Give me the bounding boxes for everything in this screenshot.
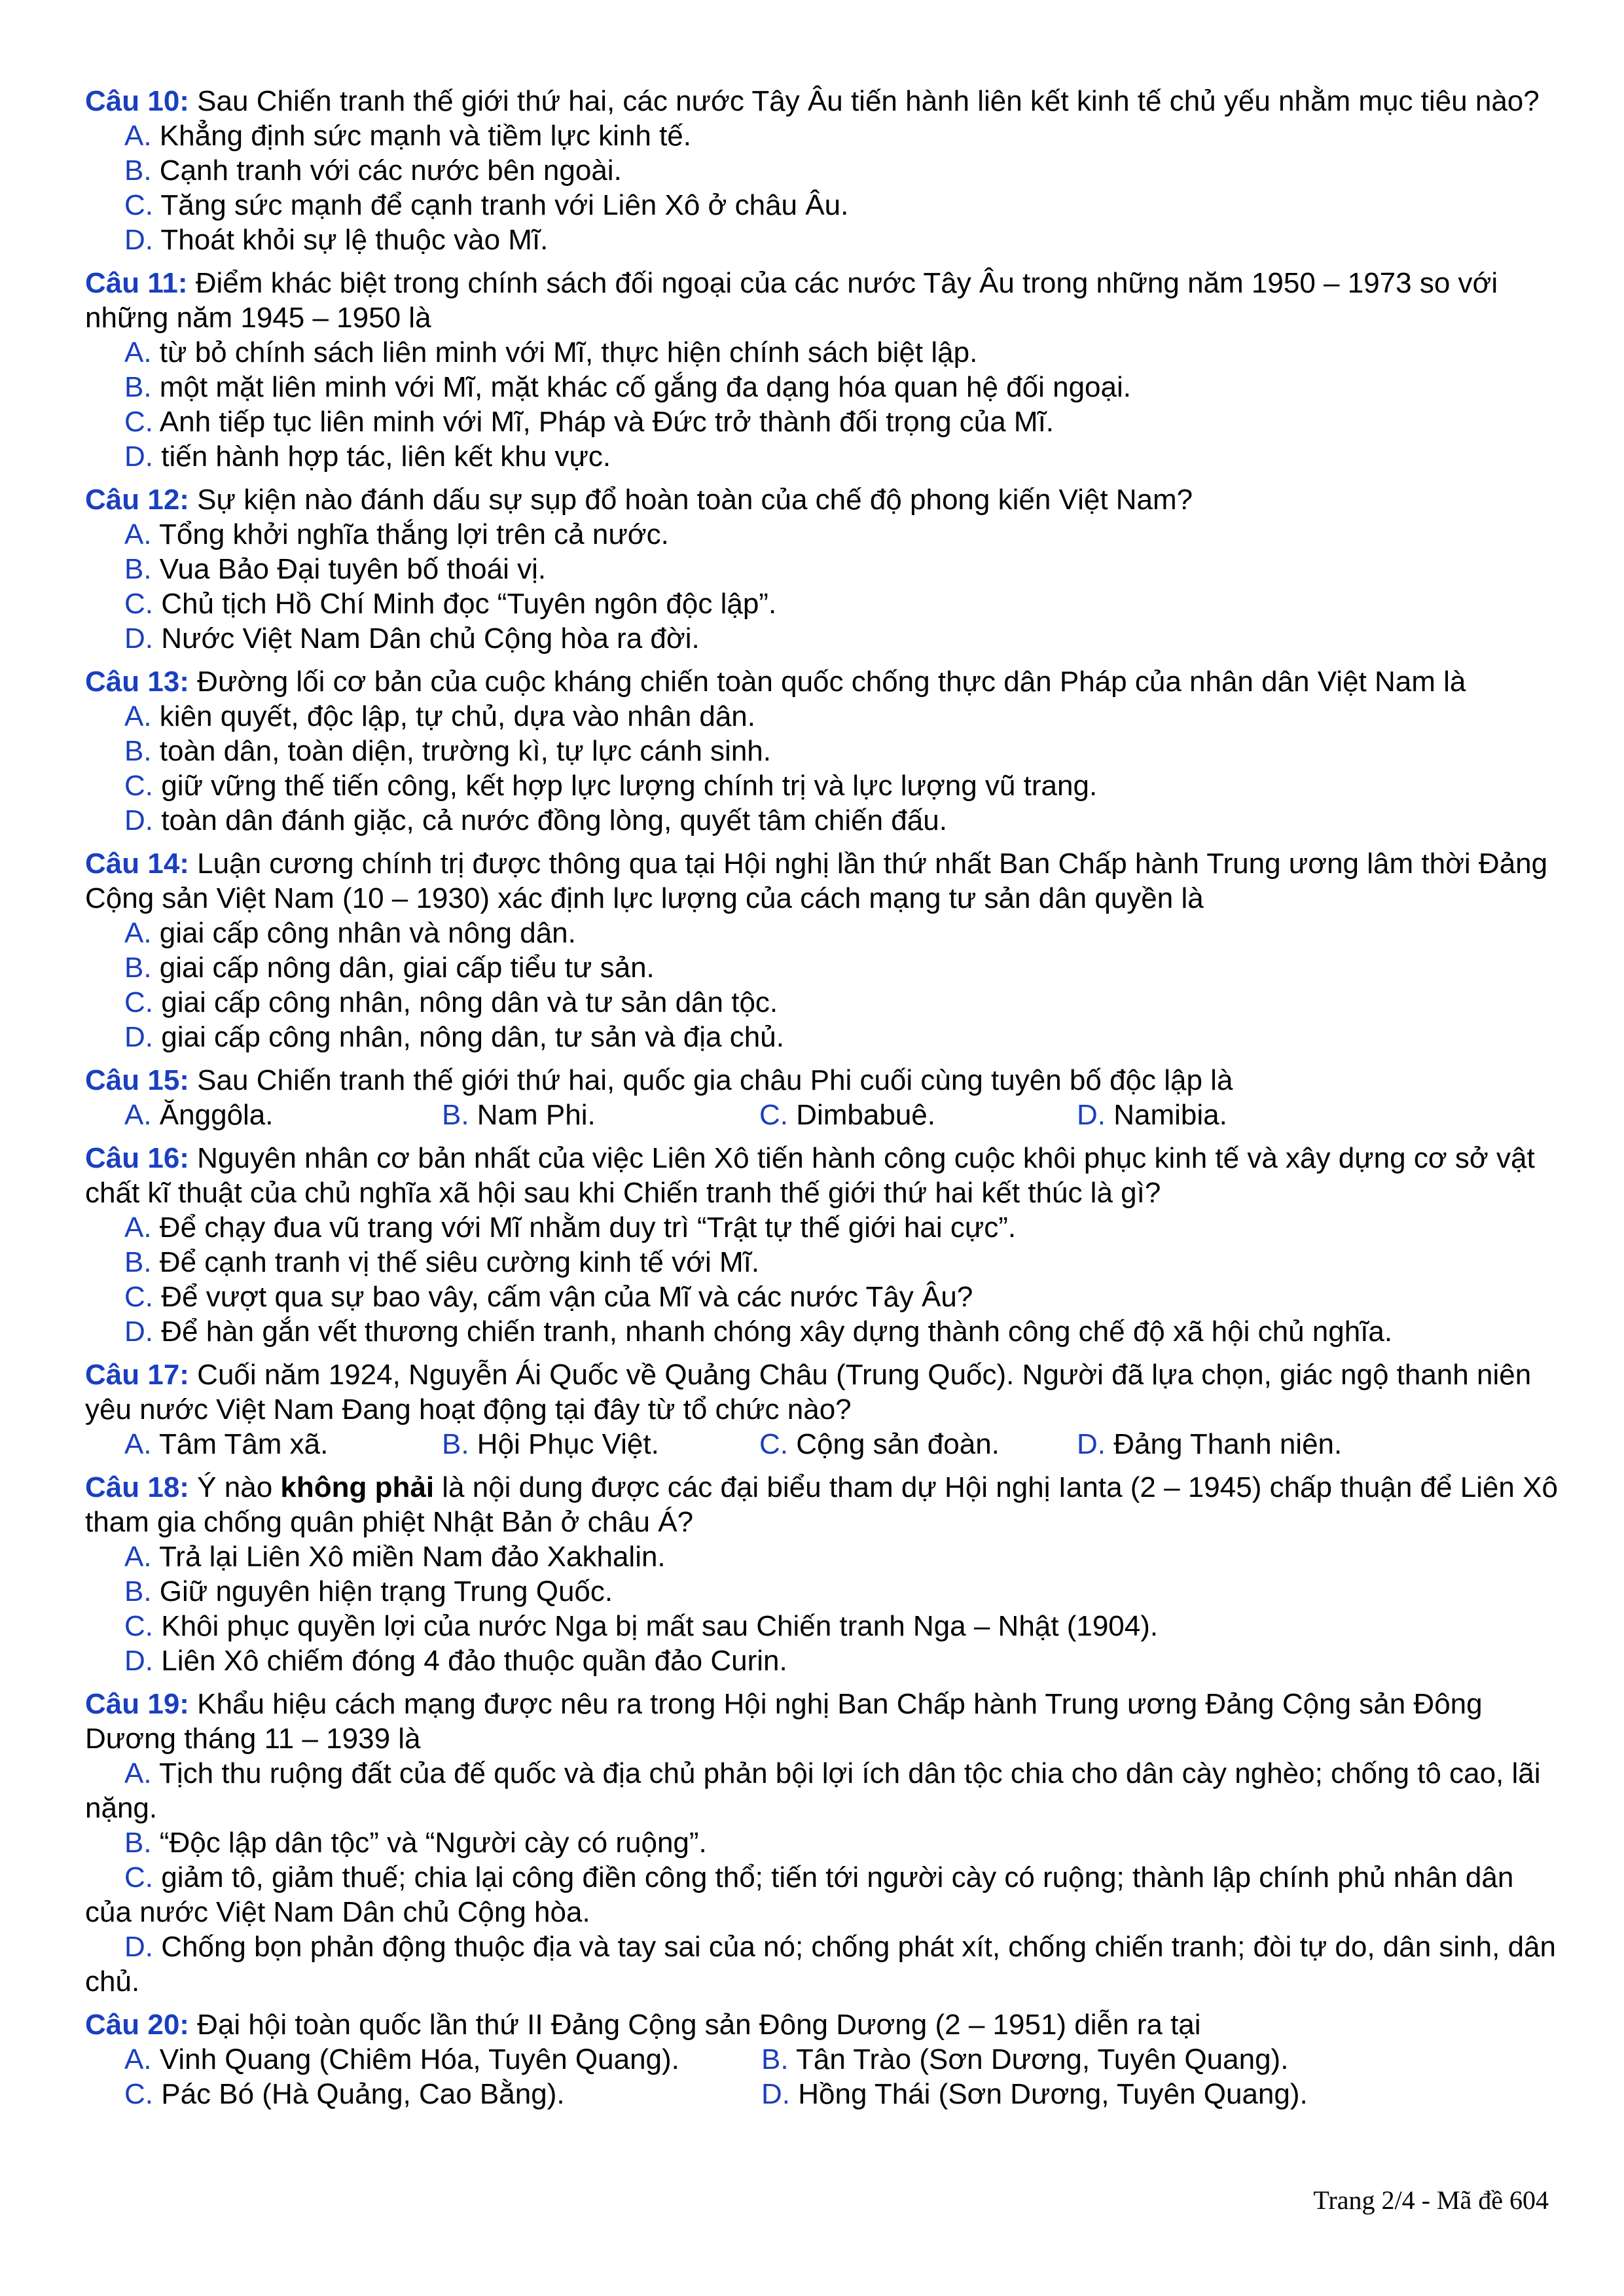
option-a	[85, 916, 1558, 950]
option-letter: A.	[124, 700, 152, 732]
option-letter: B.	[124, 1827, 152, 1859]
page-footer: Trang 2/4 - Mã đề 604	[1313, 2185, 1549, 2215]
question-label: Câu 13:	[85, 666, 189, 698]
option-letter: C.	[124, 189, 153, 221]
option-letter: B.	[124, 553, 152, 585]
option-a	[124, 1427, 442, 1462]
option-text: Để chạy đua vũ trang với Mĩ nhằm duy trì “Trật tự thế giới hai cực”.	[151, 1211, 1017, 1244]
question-label: Câu 12:	[85, 484, 189, 516]
option-c	[85, 188, 1558, 223]
question-text: Nguyên nhân cơ bản nhất của việc Liên Xô tiến hành công cuộc khôi phục kinh tế và xây dựng cơ sở vật chất kĩ thuật của chủ nghĩa xã hội sau khi Chiến tranh thế giới thứ hai kết thúc là gì?	[85, 1142, 1535, 1209]
option-text: “Độc lập dân tộc” và “Người cày có ruộng”.	[151, 1827, 707, 1859]
options-row	[85, 2077, 1558, 2111]
option-letter: A.	[124, 120, 152, 152]
option-text: giảm tô, giảm thuế; chia lại công điền công thổ; tiến tới người cày có ruộng; thành lập chính phủ nhân dân của nước Việt Nam Dân chủ Cộng hòa.	[85, 1861, 1514, 1928]
option-letter: C.	[124, 986, 153, 1018]
option-d	[1077, 1098, 1227, 1132]
options-row	[85, 1427, 1558, 1462]
question-14	[85, 846, 1558, 1054]
option-letter: B.	[442, 1099, 469, 1131]
question-stem	[85, 1141, 1558, 1210]
question-label: Câu 19:	[85, 1688, 189, 1720]
option-b	[442, 1098, 759, 1132]
question-text-post: là nội dung được các đại biểu tham dự Hội nghị Ianta (2 – 1945) chấp thuận để Liên Xô tham gia chống quân phiệt Nhật Bản ở châu Á?	[85, 1471, 1558, 1538]
option-text: Chủ tịch Hồ Chí Minh đọc “Tuyên ngôn độc lập”.	[153, 588, 777, 620]
question-text: Sự kiện nào đánh dấu sự sụp đổ hoàn toàn của chế độ phong kiến Việt Nam?	[189, 484, 1193, 516]
question-text: Đường lối cơ bản của cuộc kháng chiến toàn quốc chống thực dân Pháp của nhân dân Việt Nam là	[189, 666, 1466, 698]
option-letter: B.	[761, 2043, 789, 2075]
question-text: Đại hội toàn quốc lần thứ II Đảng Cộng sản Đông Dương (2 – 1951) diễn ra tại	[189, 2009, 1201, 2041]
option-d	[85, 1314, 1558, 1349]
option-text: kiên quyết, độc lập, tự chủ, dựa vào nhân dân.	[151, 700, 755, 732]
question-stem	[85, 1470, 1558, 1539]
option-letter: D.	[124, 1645, 153, 1677]
question-label: Câu 17:	[85, 1359, 189, 1391]
option-letter: A.	[124, 1757, 152, 1789]
option-letter: D.	[124, 224, 153, 256]
question-stem	[85, 482, 1558, 517]
option-a	[124, 1098, 442, 1132]
option-text: Cạnh tranh với các nước bên ngoài.	[151, 154, 622, 187]
option-letter: B.	[124, 1575, 152, 1607]
option-letter: A.	[124, 1099, 152, 1131]
option-text: Namibia.	[1106, 1099, 1227, 1131]
question-text: Điểm khác biệt trong chính sách đối ngoại của các nước Tây Âu trong những năm 1950 – 1973 so với những năm 1945 – 1950 là	[85, 267, 1498, 334]
option-b	[85, 1825, 1558, 1860]
option-d	[761, 2077, 1308, 2111]
option-letter: C.	[124, 406, 153, 438]
option-c	[85, 1280, 1558, 1314]
option-text: Anh tiếp tục liên minh với Mĩ, Pháp và Đức trở thành đối trọng của Mĩ.	[153, 406, 1055, 438]
option-text: Giữ nguyên hiện trạng Trung Quốc.	[151, 1575, 613, 1607]
option-text: Để vượt qua sự bao vây, cấm vận của Mĩ và các nước Tây Âu?	[153, 1281, 973, 1313]
option-d	[85, 223, 1558, 257]
question-text: Cuối năm 1924, Nguyễn Ái Quốc về Quảng Châu (Trung Quốc). Người đã lựa chọn, giác ngộ thanh niên yêu nước Việt Nam Đang hoạt động tại đây từ tổ chức nào?	[85, 1359, 1532, 1426]
question-label: Câu 11:	[85, 267, 188, 299]
option-a	[85, 1539, 1558, 1574]
option-c	[85, 586, 1558, 621]
option-letter: D.	[124, 1316, 153, 1348]
option-letter: B.	[124, 735, 152, 767]
option-c	[85, 404, 1558, 439]
question-17	[85, 1357, 1558, 1462]
option-letter: D.	[124, 440, 153, 473]
question-13	[85, 664, 1558, 838]
question-19	[85, 1687, 1558, 1999]
options-row	[85, 1098, 1558, 1132]
options-row	[85, 2042, 1558, 2077]
question-20	[85, 2007, 1558, 2111]
option-letter: C.	[124, 1861, 153, 1893]
option-letter: C.	[124, 1610, 153, 1642]
option-text: toàn dân, toàn diện, trường kì, tự lực cánh sinh.	[151, 735, 771, 767]
option-b	[85, 1245, 1558, 1280]
option-text: Trả lại Liên Xô miền Nam đảo Xakhalin.	[151, 1541, 666, 1573]
option-letter: C.	[124, 770, 153, 802]
option-a	[85, 1210, 1558, 1245]
option-letter: D.	[761, 2078, 790, 2110]
option-letter: C.	[124, 1281, 153, 1313]
option-c	[759, 1098, 1077, 1132]
option-d	[85, 1020, 1558, 1054]
question-18	[85, 1470, 1558, 1678]
question-stem	[85, 664, 1558, 699]
option-letter: D.	[124, 1931, 153, 1963]
option-c	[85, 768, 1558, 803]
question-text: Sau Chiến tranh thế giới thứ hai, quốc gia châu Phi cuối cùng tuyên bố độc lập là	[189, 1064, 1233, 1096]
option-c	[759, 1427, 1077, 1462]
option-b	[85, 153, 1558, 188]
option-text: Hội Phục Việt.	[469, 1428, 659, 1460]
option-text: Khôi phục quyền lợi của nước Nga bị mất sau Chiến tranh Nga – Nhật (1904).	[153, 1610, 1159, 1642]
question-label: Câu 20:	[85, 2009, 189, 2041]
option-text: Khẳng định sức mạnh và tiềm lực kinh tế.	[151, 120, 691, 152]
question-11	[85, 266, 1558, 474]
option-b	[85, 552, 1558, 586]
option-a	[85, 699, 1558, 734]
option-a	[124, 2042, 761, 2077]
option-a	[85, 335, 1558, 370]
option-d	[85, 439, 1558, 474]
option-letter: C.	[124, 2078, 153, 2110]
option-letter: A.	[124, 1541, 152, 1573]
option-text: giai cấp nông dân, giai cấp tiểu tư sản.	[151, 952, 655, 984]
exam-page	[85, 84, 1558, 2120]
option-letter: D.	[1077, 1099, 1106, 1131]
option-text: Nam Phi.	[469, 1099, 596, 1131]
option-text: Tịch thu ruộng đất của đế quốc và địa chủ phản bội lợi ích dân tộc chia cho dân cày nghèo; chống tô cao, lãi nặng.	[85, 1757, 1541, 1824]
option-text: Pác Bó (Hà Quảng, Cao Bằng).	[153, 2078, 565, 2110]
option-b	[442, 1427, 759, 1462]
question-text-pre: Ý nào	[189, 1471, 281, 1503]
option-text: giai cấp công nhân, nông dân, tư sản và địa chủ.	[153, 1021, 784, 1053]
question-10	[85, 84, 1558, 257]
question-15	[85, 1063, 1558, 1132]
option-letter: A.	[124, 336, 152, 368]
option-letter: D.	[124, 804, 153, 836]
question-stem	[85, 1063, 1558, 1098]
option-text: Liên Xô chiếm đóng 4 đảo thuộc quần đảo Curin.	[153, 1645, 787, 1677]
option-letter: D.	[1077, 1428, 1106, 1460]
question-stem	[85, 2007, 1558, 2042]
option-text: Cộng sản đoàn.	[788, 1428, 1000, 1460]
question-16	[85, 1141, 1558, 1349]
option-c	[85, 1609, 1558, 1643]
option-b	[85, 734, 1558, 768]
option-text: Ănggôla.	[151, 1099, 274, 1131]
question-stem	[85, 846, 1558, 916]
option-letter: B.	[124, 371, 152, 403]
option-letter: B.	[124, 952, 152, 984]
question-label: Câu 16:	[85, 1142, 189, 1174]
option-text: Thoát khỏi sự lệ thuộc vào Mĩ.	[153, 224, 549, 256]
question-12	[85, 482, 1558, 656]
option-b	[761, 2042, 1288, 2077]
option-b	[85, 1574, 1558, 1609]
question-label: Câu 15:	[85, 1064, 189, 1096]
question-label: Câu 14:	[85, 848, 189, 880]
option-text: giai cấp công nhân, nông dân và tư sản dân tộc.	[153, 986, 778, 1018]
option-c	[124, 2077, 761, 2111]
option-text: Để hàn gắn vết thương chiến tranh, nhanh chóng xây dựng thành công chế độ xã hội chủ nghĩa.	[153, 1316, 1393, 1348]
option-text: Vinh Quang (Chiêm Hóa, Tuyên Quang).	[151, 2043, 679, 2075]
question-label: Câu 10:	[85, 85, 189, 117]
question-text: Luận cương chính trị được thông qua tại Hội nghị lần thứ nhất Ban Chấp hành Trung ương lâm thời Đảng Cộng sản Việt Nam (10 – 1930) xác định lực lượng của cách mạng tư sản dân quyền là	[85, 848, 1548, 914]
option-text: Tổng khởi nghĩa thắng lợi trên cả nước.	[151, 518, 669, 550]
option-text: một mặt liên minh với Mĩ, mặt khác cố gắng đa dạng hóa quan hệ đối ngoại.	[151, 371, 1131, 403]
question-text-emphasis: không phải	[280, 1471, 435, 1503]
option-text: Nước Việt Nam Dân chủ Cộng hòa ra đời.	[153, 622, 700, 655]
option-c	[85, 985, 1558, 1020]
option-text: Đảng Thanh niên.	[1106, 1428, 1343, 1460]
option-b	[85, 370, 1558, 404]
option-letter: B.	[442, 1428, 469, 1460]
option-d	[1077, 1427, 1342, 1462]
question-text: Sau Chiến tranh thế giới thứ hai, các nước Tây Âu tiến hành liên kết kinh tế chủ yếu nhằm mục tiêu nào?	[189, 85, 1540, 117]
option-letter: A.	[124, 518, 152, 550]
option-text: Tâm Tâm xã.	[151, 1428, 329, 1460]
question-label: Câu 18:	[85, 1471, 189, 1503]
option-text: Tăng sức mạnh để cạnh tranh với Liên Xô ở châu Âu.	[153, 189, 849, 221]
option-letter: C.	[124, 588, 153, 620]
question-text: Khẩu hiệu cách mạng được nêu ra trong Hội nghị Ban Chấp hành Trung ương Đảng Cộng sản Đông Dương tháng 11 – 1939 là	[85, 1688, 1483, 1755]
option-text: giai cấp công nhân và nông dân.	[151, 917, 576, 949]
question-stem	[85, 84, 1558, 118]
option-letter: D.	[124, 622, 153, 655]
question-stem	[85, 266, 1558, 335]
option-d	[85, 1643, 1558, 1678]
option-letter: C.	[759, 1099, 788, 1131]
option-text: Dimbabuê.	[788, 1099, 936, 1131]
option-text: Hồng Thái (Sơn Dương, Tuyên Quang).	[790, 2078, 1308, 2110]
option-text: toàn dân đánh giặc, cả nước đồng lòng, quyết tâm chiến đấu.	[153, 804, 947, 836]
option-letter: B.	[124, 154, 152, 187]
option-d	[85, 621, 1558, 656]
option-a	[85, 118, 1558, 153]
option-a	[85, 1756, 1558, 1825]
option-b	[85, 950, 1558, 985]
option-letter: A.	[124, 1211, 152, 1244]
option-d	[85, 803, 1558, 838]
option-letter: B.	[124, 1246, 152, 1278]
option-text: Chống bọn phản động thuộc địa và tay sai của nó; chống phát xít, chống chiến tranh; đòi tự do, dân sinh, dân chủ.	[85, 1931, 1556, 1998]
option-letter: A.	[124, 1428, 152, 1460]
option-text: tiến hành hợp tác, liên kết khu vực.	[153, 440, 611, 473]
option-text: từ bỏ chính sách liên minh với Mĩ, thực hiện chính sách biệt lập.	[151, 336, 978, 368]
option-text: giữ vững thế tiến công, kết hợp lực lượng chính trị và lực lượng vũ trang.	[153, 770, 1098, 802]
question-stem	[85, 1687, 1558, 1756]
option-letter: D.	[124, 1021, 153, 1053]
option-letter: A.	[124, 917, 152, 949]
option-letter: C.	[759, 1428, 788, 1460]
option-text: Để cạnh tranh vị thế siêu cường kinh tế với Mĩ.	[151, 1246, 760, 1278]
option-d	[85, 1929, 1558, 1999]
option-text: Tân Trào (Sơn Dương, Tuyên Quang).	[788, 2043, 1289, 2075]
option-a	[85, 517, 1558, 552]
option-text: Vua Bảo Đại tuyên bố thoái vị.	[151, 553, 547, 585]
question-stem	[85, 1357, 1558, 1427]
option-c	[85, 1860, 1558, 1929]
option-letter: A.	[124, 2043, 152, 2075]
